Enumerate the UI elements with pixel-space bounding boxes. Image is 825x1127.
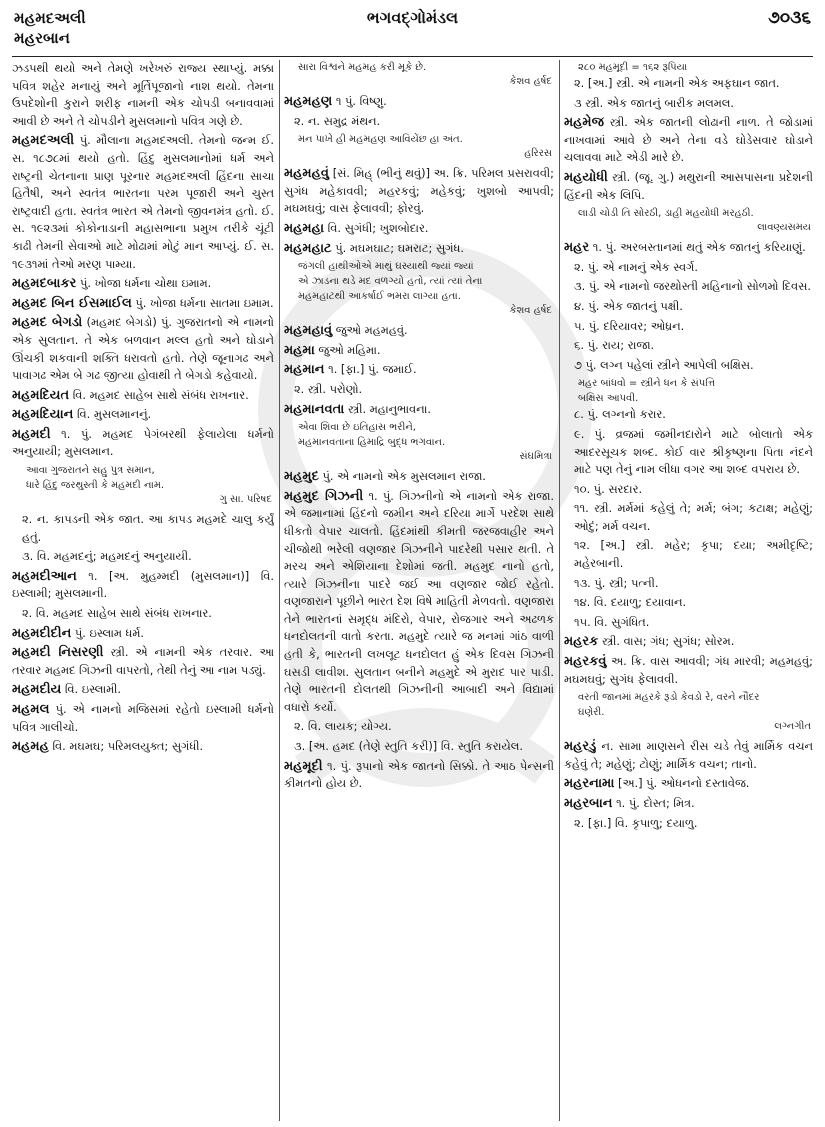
definition-text: ૩. [અ. હમદ (તેણે સ્તુતિ કરી)] વિ. સ્તુતિ કરાયેલ. (294, 739, 523, 754)
quote-line: મહમહાટથી આકર્ષાઈ ભમરા લાગ્યા હતા. (298, 291, 461, 303)
headword: મહમહણ (284, 94, 333, 109)
definition-text: ૪. પું. એક જાતનું પક્ષી. (574, 298, 683, 313)
headword: મહમદીદીન (12, 625, 72, 641)
definition-text: (મહમદ બેગડો) પું. ગુજરાતનો એ નામનો એક સુલતાન. તે એક બળવાન મલ્લ હતો અને ઘોડાને ઊંચકી શકવાની શક્તિ ધરાવતો હતો. તેણે જૂનાગઢ અને પાવાગઢ એમ બે ગઢ જીત્યા હોવાથી તે બેગડો કહેવાયો. (12, 315, 274, 383)
quote-line: મહમાનવતાના હિમાદ્રિ બુદ્ધ ભગવાન. (298, 437, 446, 449)
dictionary-entry (284, 240, 554, 258)
dictionary-entry (564, 795, 813, 813)
definition-text: જુઓ મહમહવું. (335, 323, 408, 338)
guide-word-bottom: મહરબાન (14, 29, 70, 47)
entry-sense (564, 75, 813, 93)
definition-text: ૧૪. વિ. દયાળુ; દયાવાન. (574, 595, 687, 610)
definition-text: ૧. પું. ગિઝનીનો એ નામનો એક રાજા. એ જમાનામાં હિંદનો જમીન અને દરિયા માર્ગે પરદેશ સાથે ધીકતો વેપાર ચાલતો. હિંદમાંથી કીમતી જરજવાહીર અને ચીજોથી ભરેલી વણજાર ગિઝનીને પાદરેથી પસાર થતી. તે મરચ અને એશિયાના દેશોમાં જતી. મહમુદ નાનો હતો, ત્યારે ગિઝનીના પાદરે જઈ આ વણજાર જોઈ રહેતો. વણજારાને પૂછીને ભારત દેશ વિષે માહિતી મેળવતો. વણજારા તેને ભારતનાં સમૃદ્ધ મંદિરો, વેપાર, રોજગાર અને અઢળક ધનદોલતની વાતો કરતા. મહમુદે ત્યારે જ મનમાં ગાંઠ વાળી હતી કે, ભારતની લખલૂટ ધનદોલત હું એક દિવસ ગિઝની ઘસડી લાવીશ. સુલતાન બનીને મહમુદે એ મુરાદ પાર પાડી. તેણે ભારતની દોલતથી ગિઝનીની આબાદી અને વિદ્યામાં વધારો કર્યો. (284, 488, 554, 714)
quote-line: એ ઝાડના થડે મદ વળગ્યો હતો, ત્યાં ત્યાં તેના (298, 276, 483, 288)
entry-sense (564, 357, 813, 375)
headword: મહમદિયાન (12, 407, 74, 423)
entry-sense (564, 594, 813, 612)
dictionary-entry (564, 633, 813, 651)
citation: કેશવ હર્ષદ (509, 305, 552, 317)
definition-text: સ્ત્રી. મહાનુભાવના. (348, 401, 432, 416)
entry-sense (564, 537, 813, 572)
quote-line: મન પાખે હી મહમહણ આવિયેંછ હા અંત. (298, 134, 463, 146)
definition-text: વિ. મુસલમાનનું. (76, 407, 152, 422)
entry-sense (12, 548, 274, 566)
dictionary-entry (12, 387, 274, 405)
definition-text: સ્ત્રી. એક જાતની લોઢાની નાળ. તે જોડામાં નાખવામાં આવે છે અને તેના વડે ઘોડેસવાર ઘોડાને ચલાવવા માટે એડી મારે છે. (564, 115, 813, 165)
definition-text: પું. ખોજા ધર્મના ચોથા ઇમામ. (80, 276, 212, 291)
headword: મહમહાવું (284, 323, 333, 339)
page-title: ભગવદ્ગોમંડલ (366, 8, 459, 27)
definition-text: ૧૨. [અ.] સ્ત્રી. મહેર; કૃપા; દયા; અમીદૃષ્ટિ; મહેરબાની. (574, 538, 813, 571)
entry-sense (564, 426, 813, 479)
headword: મહમહા (284, 220, 325, 236)
citation: કેશવ હર્ષદ (509, 76, 552, 87)
entry-sense (284, 381, 554, 399)
dictionary-entry (12, 275, 274, 293)
dictionary-entry (564, 239, 813, 257)
headword: મહમદ બેગડો (12, 315, 83, 331)
definition-text: પું. મૌલાના મહમદઅલી. તેમનો જન્મ ઈ. સ. ૧૮૭૮માં થયો હતો. હિંદુ મુસલમાનોમાં ધર્મ અને રાષ્ટ્રની ચેતનાના પ્રાણ પૂરનાર મહમદઅલી હિંદના સાચા હિતૈષી, અને સ્વતંત્ર ભારતના પરમ પૂજારી અને ચુસ્ત રાષ્ટ્રવાદી હતા. સ્વતંત્ર ભારત એ તેમનો જીવનમંત્ર હતો. ઈ. સ. ૧૯૨૩માં કોકોનાડાની મહાસભાના પ્રમુખ તરીકે ચૂંટી કાઢી તેમની સેવાઓ માટે મોઢામાં મોટું માન આપ્યું. ઈ. સ. ૧૯૩૧માં તેઓ મરણ પામ્યા. (12, 133, 274, 271)
column-divider (279, 60, 280, 1121)
entry-sense (564, 259, 813, 277)
dictionary-entry (12, 681, 274, 699)
entry-sense (12, 60, 274, 130)
headword: મહમા (284, 342, 315, 358)
definition-text: ૫. પું. દરિયાવર; ઓધ્રન. (574, 318, 685, 333)
definition-text: ૩. પું. એ નામનો જરથોસ્તી મહિનાનો સોળમો દિવસ. (574, 279, 811, 294)
quote-line: ૨૮૦ મહમૂદી = ૧૬૨ રૂપિયા (578, 62, 688, 73)
dictionary-entry (284, 401, 554, 419)
entry-sense (564, 815, 813, 833)
definition-text: ૬. પું. રાય; રાજા. (574, 338, 655, 353)
definition-text: સ્ત્રી. વાસ; ગંધ; સુગંધ; સોરમ. (601, 634, 735, 649)
definition-text: ૮. પું. લગ્નનો કરાર. (574, 407, 666, 422)
quote-line: વરતી જાનમાં મહરકે રૂડો કેવડો રે, વરને નૌંદર (578, 692, 760, 704)
quote-line: મહર બાંધવો = સ્ત્રીને ધન કે સંપત્તિ (578, 378, 716, 390)
definition-text: ૧. પું. મહમદ પેગંબરથી ફેલાયેલા ધર્મનો અનુયાયી; મુસલમાન. (12, 426, 274, 459)
definition-text: ૧૩. પું. સ્ત્રી; પત્ની. (574, 575, 659, 590)
definition-text: ૨. ન. સમુદ્ર મંથન. (294, 113, 381, 128)
headword: મહર (564, 240, 590, 256)
page-number: ૭૦૩૬ (768, 8, 811, 28)
entry-sense (564, 95, 813, 113)
dictionary-entry (564, 653, 813, 688)
definition-text: ૨. [ફા.] વિ. કૃપાળુ; દયાળુ. (574, 815, 698, 830)
dictionary-entry (284, 488, 554, 717)
column-divider (559, 60, 560, 1121)
dictionary-entry (284, 361, 554, 379)
dictionary-entry (284, 93, 554, 111)
citation: ગુ સા. પરિષદ (219, 494, 272, 506)
headword: મહરકવું (564, 654, 607, 670)
citation: હરિરસ (524, 148, 552, 160)
headword: મહમદઅલી (12, 133, 75, 149)
definition-text: ૭ પું. લગ્ન પહેલાં સ્ત્રીને આપેલી બક્ષિસ. (574, 357, 754, 372)
dictionary-entry (284, 220, 554, 238)
definition-text: [અ.] પું. ઓધનનો દસ્તાવેજ. (618, 776, 750, 791)
citation: લગ્નગીત (774, 721, 811, 733)
entry-sense (564, 500, 813, 535)
definition-text: ૧૫. વિ. સુગંધિત. (574, 614, 650, 629)
dictionary-entry (564, 114, 813, 167)
definition-text: સ્ત્રી. એ નામની એક તરવાર. આ તરવાર મહમદ ગિઝની વાપરતો, તેથી તેનું આ નામ પડ્યું. (12, 645, 274, 677)
entry-sense (564, 298, 813, 316)
headword: મહમદિયત (12, 387, 70, 403)
definition-text: ૧. પું. અરબસ્તાનમાં થતું એક જાતનું કરિયાણું. (592, 240, 806, 255)
headword: મહરબાન (564, 796, 613, 811)
dictionary-entry (12, 701, 274, 736)
headword: મહમદી નિસરણી (12, 645, 104, 661)
headword: મહમૂદી (284, 758, 323, 774)
definition-text: ૨. સ્ત્રી. પરોણો. (294, 381, 363, 396)
definition-text: ૨. વિ. લાયક; યોગ્ય. (294, 719, 392, 734)
citation: સંઘમિત્રા (519, 451, 552, 463)
column-3 (564, 60, 813, 1121)
dictionary-entry (564, 169, 813, 204)
definition-text: પું. એ નામનો મજિસમાં રહેતો ઇસ્લામી ધર્મનો પવિત્ર ગાલીચો. (12, 702, 274, 734)
definition-text: ૧૦. પું. સરદાર. (574, 481, 643, 496)
column-2 (284, 60, 554, 1121)
definition-text: ૧૧. સ્ત્રી. મર્મમાં કહેલું તે; મર્મ; બંગ; કટાક્ષ; મહેણું; ઓદું; મર્મ વચન. (574, 501, 813, 533)
definition-text: ઝડપથી થયો અને તેમણે ખરેખરું રાજ્ય સ્થાપ્યું. મક્કા પવિત્ર શહેર મનાયું અને મૂર્તિપૂજાનો નાશ થયો. તેમના ઉપદેશોની કુરાને શરીફ નામની એક ચોપડી બનાવવામાં આવી છે અને તે ચોપડીને મુસલમાનો પવિત્ર ગણે છે. (12, 61, 274, 128)
quote-line: જંગલી હાથીઓએ માથું ઘસ્યાથી જ્યાં જ્યાં (298, 261, 474, 273)
quote-line: એવા શિવા છે ઇતિહાસ ભરીને, (298, 422, 416, 434)
definition-text: સ્ત્રી. (જૂ. ગુ.) મથુરાની આસપાસના પ્રદેશની હિંદની એક લિપિ. (564, 169, 813, 202)
definition-text: વિ. ઇસ્લામી. (64, 682, 122, 697)
dictionary-entry (284, 165, 554, 218)
dictionary-entry (12, 568, 274, 603)
headword: મહમાન (284, 362, 325, 378)
entry-sense (564, 278, 813, 296)
headword: મહરક (564, 634, 599, 650)
entry-sense (284, 738, 554, 756)
dictionary-entry (564, 738, 813, 773)
dictionary-entry (12, 625, 274, 643)
quote-line: બક્ષિસ આપવી. (578, 393, 639, 405)
definition-text: ૨. વિ. મહમદ સાહેબ સાથે સંબંધ રાખનાર. (22, 606, 212, 621)
dictionary-entry (12, 644, 274, 679)
columns (12, 60, 813, 1121)
definition-text: ૧ પું. વિષ્ણુ. (335, 94, 387, 108)
headword: મહમેજ (564, 115, 604, 131)
headword: મહમલ (12, 702, 50, 717)
headword: મહરનામા (564, 776, 615, 792)
quote-line: ધારે હિંદુ જરથુસ્તી કે મહમદી નામ. (26, 480, 165, 492)
entry-sense (564, 406, 813, 424)
dictionary-entry (12, 738, 274, 756)
definition-text: ૯. પું. વ્રજમાં જમીનદારોને માટે બોલાતો એક આદરસૂચક શબ્દ. કોઈ વાર શ્રીકૃષ્ણના પિતા નંદને માટે પણ તેનું નામ લીધા વગર આ શબ્દ વપરાય છે. (574, 426, 813, 477)
definition-text: [સં. મિહ્ (ભીનું થવું)] અ. ક્રિ. પરિમલ પ્રસરાવવી; સુગંધ મહેકાવવી; મહરકવું; મહેકવું; ખુશબો આપવી; મઘમઘવું; વાસ ફેલાવવી; ફોરવું. (284, 166, 554, 216)
dictionary-entry (12, 132, 274, 273)
definition-text: ૧. [ફા.] પું. જમાઈ. (328, 362, 417, 377)
headword: મહમુદ (284, 469, 319, 485)
entry-sense (564, 481, 813, 499)
dictionary-entry (12, 406, 274, 424)
entry-sense (564, 614, 813, 632)
definition-text: જુઓ મહિમા. (318, 342, 381, 357)
entry-sense (564, 575, 813, 593)
headword: મહમુદ ગિઝની (284, 488, 364, 504)
quote-line: લાડી ચોડી તિ સોરઠી, ડાહી મહયોધી મરહઠી. (578, 208, 754, 220)
column-1 (12, 60, 274, 1121)
definition-text: અ. ક્રિ. વાસ આવવી; ગંધ મારવી; મહમહવું; મઘમઘવું; સુગંધ ફેલાવવી. (564, 654, 813, 686)
definition-text: પું. મઘમઘાટ; ઘમરાટ; સુગંધ. (335, 240, 464, 255)
dictionary-entry (284, 758, 554, 793)
definition-text: ૩. વિ. મહમદનું; મહમદનું અનુયાયી. (22, 549, 192, 564)
definition-text: ૨. પું. એ નામનું એક સ્વર્ગ. (574, 259, 698, 274)
headword: મહમહવું (284, 166, 329, 182)
definition-text: ૩ સ્ત્રી. એક જાતનું બારીક મલમલ. (574, 95, 735, 110)
dictionary-entry (12, 295, 274, 313)
entry-sense (284, 113, 554, 131)
entry-sense (12, 511, 274, 546)
headword: મહમદી (12, 426, 51, 442)
definition-text: ૧. [અ. મુહમ્મદી (મુસલમાન)] વિ. ઇસ્લામી; મુસલમાની. (12, 568, 274, 601)
headword: મહમહાટ (284, 240, 332, 256)
definition-text: વિ. મઘમઘ; પરિમલયુક્ત; સુગંધી. (52, 739, 204, 754)
citation: લાવણ્યસમય (757, 222, 811, 234)
entry-sense (564, 318, 813, 336)
headword: મહમદ બિન ઈસમાઈલ (12, 295, 132, 311)
headword: મહમદબાકર (12, 276, 77, 292)
definition-text: ન. સામા માણસને રીસ ચડે તેવું માર્મિક વચન કહેવું તે; મહેણું; ટોણું; માર્મિક વચન; તાનો. (564, 739, 813, 771)
entry-sense (12, 605, 274, 623)
definition-text: પું. ખોજા ધર્મના સાતમા ઇમામ. (135, 295, 274, 310)
headword: મહમહ (12, 739, 49, 755)
header-rule (12, 56, 813, 57)
quote-line: ઘણેરી. (578, 707, 605, 719)
dictionary-entry (12, 426, 274, 461)
guide-word-top: મહમદઅલી (14, 9, 86, 27)
quote-line: આવા ગુજરાતને સહુ પુત્ર સમાન, (26, 465, 155, 477)
definition-text: પું. ઇસ્લામ ધર્મ. (74, 625, 145, 640)
entry-sense (564, 337, 813, 355)
definition-text: વિ. મહમદ સાહેબ સાથે સંબંધ રાખનાર. (72, 387, 249, 402)
definition-text: ૨. [અ.] સ્ત્રી. એ નામની એક અફઘાન જાત. (574, 76, 780, 90)
headword: મહયોધી (564, 169, 608, 185)
dictionary-entry (564, 775, 813, 793)
definition-text: ૨. ન. કાપડની એક જાત. આ કાપડ મહમદે ચાલુ કર્યું હતું. (22, 512, 274, 544)
definition-text: પું. એ નામનો એક મુસલમાન રાજા. (322, 469, 486, 484)
headword: મહમદીય (12, 682, 62, 698)
dictionary-entry (284, 322, 554, 340)
definition-text: ૧. પું. રૂપાનો એક જાતનો સિક્કો. તે આઠ પેન્સની કીમતનો હોય છે. (284, 758, 554, 791)
headword: મહમદીઆન (12, 568, 77, 584)
headword: મહરડું (564, 739, 597, 755)
definition-text: વિ. સુગંધી; ખુશબોદાર. (327, 220, 429, 235)
page-header (14, 8, 811, 56)
headword: મહમાનવતા (284, 401, 345, 417)
quote-line: સારા વિશ્વને મહમહ કરી મૂકે છે. (298, 62, 427, 73)
dictionary-entry (12, 314, 274, 384)
dictionary-entry (284, 342, 554, 360)
entry-sense (284, 718, 554, 736)
dictionary-entry (284, 468, 554, 486)
definition-text: ૧. પું. દોસ્ત; મિત્ર. (616, 796, 695, 810)
